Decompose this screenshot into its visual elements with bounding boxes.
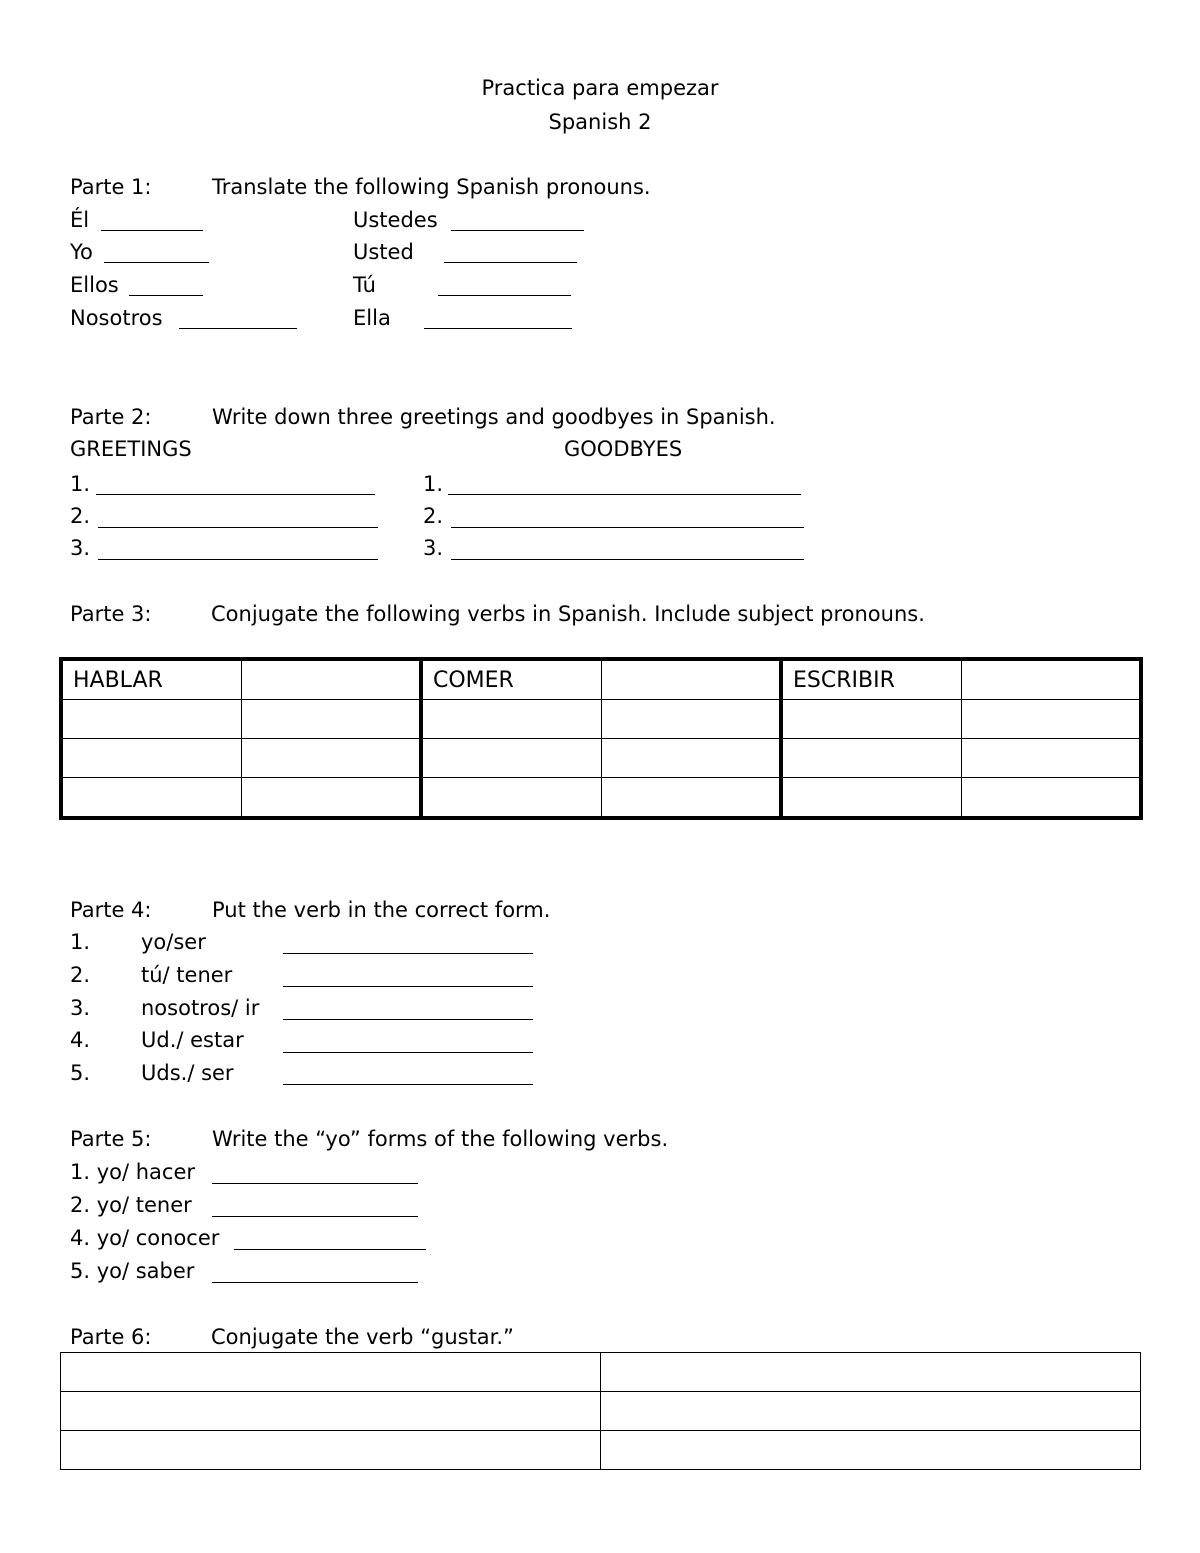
table-cell[interactable] bbox=[781, 778, 961, 819]
goodbyes-header: GOODBYES bbox=[564, 437, 683, 461]
table-row bbox=[61, 1431, 1141, 1470]
table-cell[interactable] bbox=[61, 778, 241, 819]
greetings-header: GREETINGS bbox=[70, 437, 192, 461]
table-cell[interactable] bbox=[601, 1392, 1141, 1431]
pronoun-yo-blank[interactable] bbox=[104, 262, 209, 263]
table-cell[interactable] bbox=[241, 778, 421, 819]
verb-prompt: yo/ser bbox=[141, 930, 206, 954]
table-cell[interactable] bbox=[601, 1353, 1141, 1392]
goodbye-number: 3. bbox=[423, 536, 444, 560]
pronoun-ellos-label: Ellos bbox=[70, 273, 119, 297]
verb-header-escribir: ESCRIBIR bbox=[781, 659, 961, 700]
table-cell[interactable] bbox=[61, 700, 241, 739]
parte1-label: Parte 1: bbox=[70, 175, 152, 199]
yo-form-prompt: 1. yo/ hacer bbox=[70, 1160, 196, 1184]
yo-form-prompt: 5. yo/ saber bbox=[70, 1259, 195, 1283]
pronoun-el-label: Él bbox=[70, 208, 90, 232]
parte3-label: Parte 3: bbox=[70, 602, 152, 626]
table-row bbox=[61, 778, 1141, 819]
answer-blank[interactable] bbox=[283, 1084, 533, 1085]
table-cell[interactable] bbox=[241, 659, 421, 700]
pronoun-tu-blank[interactable] bbox=[438, 295, 571, 296]
worksheet-title: Practica para empezar bbox=[481, 76, 719, 100]
answer-blank[interactable] bbox=[283, 1052, 533, 1053]
item-number: 3. bbox=[70, 996, 91, 1020]
parte5-instruction: Write the “yo” forms of the following verbs. bbox=[212, 1127, 669, 1151]
gustar-table bbox=[60, 1352, 1141, 1470]
goodbye-blank-1[interactable] bbox=[448, 494, 801, 495]
parte1-instruction: Translate the following Spanish pronouns. bbox=[212, 175, 651, 199]
table-cell[interactable] bbox=[241, 739, 421, 778]
table-cell[interactable] bbox=[421, 700, 601, 739]
parte6-instruction: Conjugate the verb “gustar.” bbox=[211, 1325, 514, 1349]
table-cell[interactable] bbox=[961, 659, 1141, 700]
answer-blank[interactable] bbox=[212, 1183, 418, 1184]
answer-blank[interactable] bbox=[283, 986, 533, 987]
greeting-number: 1. bbox=[70, 472, 91, 496]
parte4-label: Parte 4: bbox=[70, 898, 152, 922]
pronoun-usted-label: Usted bbox=[353, 240, 414, 264]
greeting-blank-3[interactable] bbox=[98, 559, 378, 560]
pronoun-ustedes-label: Ustedes bbox=[353, 208, 438, 232]
table-cell[interactable] bbox=[601, 1431, 1141, 1470]
table-cell[interactable] bbox=[961, 778, 1141, 819]
worksheet-subtitle: Spanish 2 bbox=[548, 110, 652, 134]
verb-prompt: nosotros/ ir bbox=[141, 996, 260, 1020]
item-number: 5. bbox=[70, 1061, 91, 1085]
greeting-number: 2. bbox=[70, 504, 91, 528]
pronoun-nosotros-label: Nosotros bbox=[70, 306, 163, 330]
verb-prompt: tú/ tener bbox=[141, 963, 233, 987]
pronoun-ellos-blank[interactable] bbox=[129, 295, 203, 296]
parte6-label: Parte 6: bbox=[70, 1325, 152, 1349]
item-number: 2. bbox=[70, 963, 91, 987]
yo-form-prompt: 4. yo/ conocer bbox=[70, 1226, 220, 1250]
verb-prompt: Ud./ estar bbox=[141, 1028, 244, 1052]
pronoun-tu-label: Tú bbox=[353, 273, 376, 297]
table-cell[interactable] bbox=[61, 739, 241, 778]
goodbye-number: 1. bbox=[423, 472, 444, 496]
table-cell[interactable] bbox=[421, 739, 601, 778]
item-number: 4. bbox=[70, 1028, 91, 1052]
greeting-blank-1[interactable] bbox=[96, 494, 375, 495]
table-cell[interactable] bbox=[601, 700, 781, 739]
table-cell[interactable] bbox=[961, 739, 1141, 778]
table-cell[interactable] bbox=[601, 778, 781, 819]
table-row bbox=[61, 1353, 1141, 1392]
table-cell[interactable] bbox=[61, 1353, 601, 1392]
answer-blank[interactable] bbox=[283, 953, 533, 954]
pronoun-ella-blank[interactable] bbox=[424, 328, 572, 329]
conjugation-table bbox=[59, 657, 1143, 820]
table-cell[interactable] bbox=[781, 739, 961, 778]
table-cell[interactable] bbox=[61, 1431, 601, 1470]
answer-blank[interactable] bbox=[234, 1249, 426, 1250]
verb-header-hablar: HABLAR bbox=[61, 659, 241, 700]
pronoun-el-blank[interactable] bbox=[101, 230, 203, 231]
table-cell[interactable] bbox=[421, 778, 601, 819]
table-row bbox=[61, 739, 1141, 778]
goodbye-blank-2[interactable] bbox=[451, 527, 804, 528]
verb-prompt: Uds./ ser bbox=[141, 1061, 234, 1085]
table-cell[interactable] bbox=[781, 700, 961, 739]
goodbye-number: 2. bbox=[423, 504, 444, 528]
table-cell[interactable] bbox=[961, 700, 1141, 739]
verb-header-comer: COMER bbox=[421, 659, 601, 700]
parte2-label: Parte 2: bbox=[70, 405, 152, 429]
goodbye-blank-3[interactable] bbox=[451, 559, 804, 560]
table-cell[interactable] bbox=[61, 1392, 601, 1431]
pronoun-yo-label: Yo bbox=[70, 240, 93, 264]
greeting-number: 3. bbox=[70, 536, 91, 560]
pronoun-ella-label: Ella bbox=[353, 306, 391, 330]
answer-blank[interactable] bbox=[212, 1216, 418, 1217]
table-row bbox=[61, 1392, 1141, 1431]
parte4-instruction: Put the verb in the correct form. bbox=[212, 898, 551, 922]
parte5-label: Parte 5: bbox=[70, 1127, 152, 1151]
answer-blank[interactable] bbox=[283, 1019, 533, 1020]
answer-blank[interactable] bbox=[212, 1282, 418, 1283]
table-row bbox=[61, 659, 1141, 700]
table-cell[interactable] bbox=[241, 700, 421, 739]
pronoun-usted-blank[interactable] bbox=[444, 262, 577, 263]
pronoun-nosotros-blank[interactable] bbox=[179, 328, 297, 329]
parte3-instruction: Conjugate the following verbs in Spanish. Include subject pronouns. bbox=[211, 602, 925, 626]
table-cell[interactable] bbox=[601, 739, 781, 778]
table-row bbox=[61, 700, 1141, 739]
item-number: 1. bbox=[70, 930, 91, 954]
yo-form-prompt: 2. yo/ tener bbox=[70, 1193, 192, 1217]
parte2-instruction: Write down three greetings and goodbyes in Spanish. bbox=[212, 405, 776, 429]
table-cell[interactable] bbox=[601, 659, 781, 700]
pronoun-ustedes-blank[interactable] bbox=[451, 230, 584, 231]
greeting-blank-2[interactable] bbox=[98, 527, 378, 528]
